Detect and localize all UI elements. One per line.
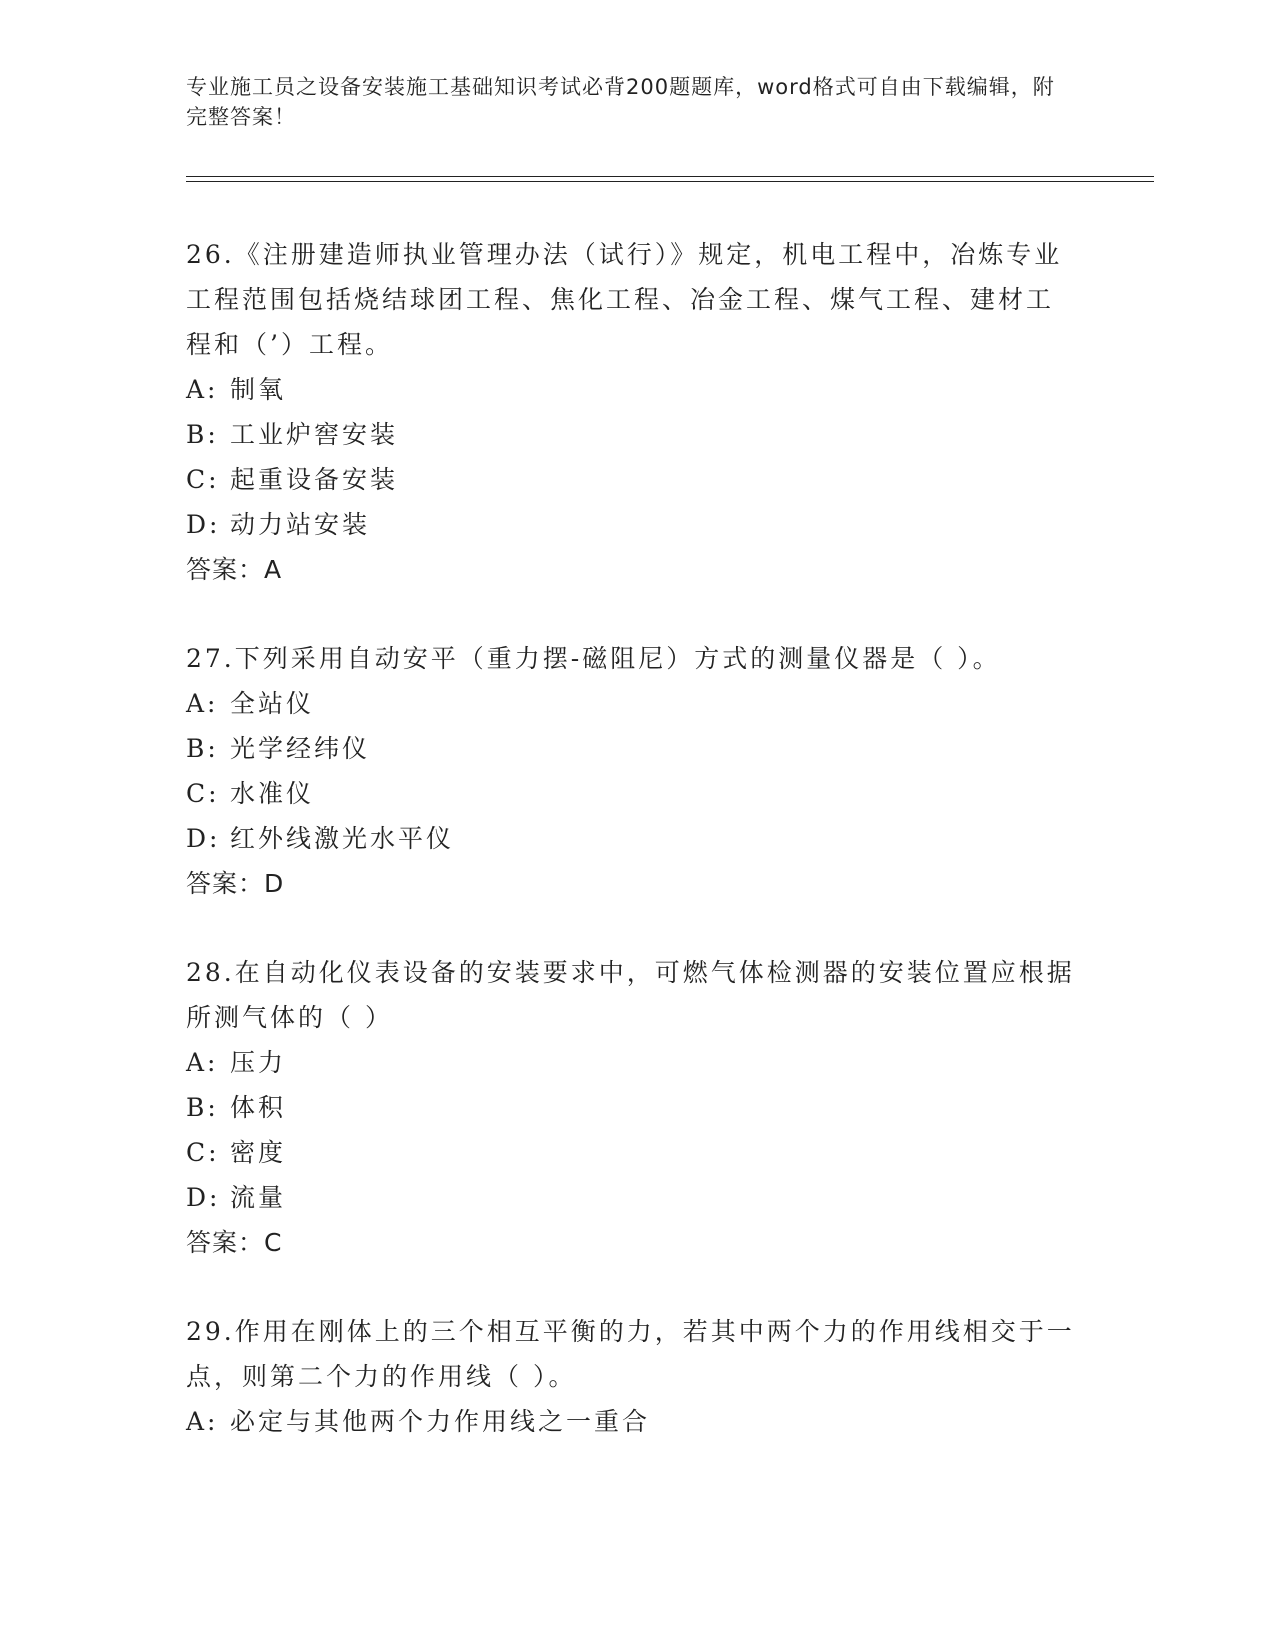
option-a xyxy=(186,1399,1076,1444)
option-text: 体积 xyxy=(230,1093,287,1122)
question-stem: 29.作用在刚体上的三个相互平衡的力，若其中两个力的作用线相交于一点，则第二个力的作用线（ ）。 xyxy=(186,1317,1075,1391)
question-26 xyxy=(186,232,1076,592)
question-stem: 27.下列采用自动安平（重力摆-磁阻尼）方式的测量仪器是（ ）。 xyxy=(186,644,1001,673)
option-key: D: xyxy=(186,510,221,539)
option-text: 红外线激光水平仪 xyxy=(230,824,455,853)
option-c xyxy=(186,771,1076,816)
question-list xyxy=(186,232,1076,1488)
option-key: B: xyxy=(186,1093,219,1122)
option-key: B: xyxy=(186,420,219,449)
option-key: B: xyxy=(186,734,219,763)
option-key: D: xyxy=(186,1183,221,1212)
option-a xyxy=(186,681,1076,726)
option-a xyxy=(186,1040,1076,1085)
answer-line: 答案：D xyxy=(186,869,285,898)
option-key: A: xyxy=(186,689,219,718)
option-text: 光学经纬仪 xyxy=(230,734,371,763)
option-text: 全站仪 xyxy=(230,689,315,718)
option-key: C: xyxy=(186,465,220,494)
question-stem: 26.《注册建造师执业管理办法（试行）》规定，机电工程中，冶炼专业工程范围包括烧结球团工程、焦化工程、冶金工程、煤气工程、建材工程和（’）工程。 xyxy=(186,240,1063,359)
option-text: 压力 xyxy=(230,1048,287,1077)
option-key: C: xyxy=(186,779,220,808)
document-header: 专业施工员之设备安装施工基础知识考试必背200题题库，word格式可自由下载编辑，附完整答案！ xyxy=(186,75,1055,129)
option-d xyxy=(186,502,1076,547)
answer-line: 答案：C xyxy=(186,1228,283,1257)
header-divider-top xyxy=(186,176,1154,177)
answer-line: 答案：A xyxy=(186,555,283,584)
question-29 xyxy=(186,1309,1076,1444)
option-d xyxy=(186,1175,1076,1220)
option-text: 水准仪 xyxy=(230,779,315,808)
option-c xyxy=(186,457,1076,502)
header-divider-bottom xyxy=(186,181,1154,182)
option-b xyxy=(186,1085,1076,1130)
option-text: 制氧 xyxy=(230,375,287,404)
option-a xyxy=(186,367,1076,412)
option-b xyxy=(186,412,1076,457)
option-c xyxy=(186,1130,1076,1175)
question-stem: 28.在自动化仪表设备的安装要求中，可燃气体检测器的安装位置应根据所测气体的（ ） xyxy=(186,958,1075,1032)
option-d xyxy=(186,816,1076,861)
option-key: A: xyxy=(186,1048,219,1077)
option-text: 起重设备安装 xyxy=(230,465,399,494)
option-key: D: xyxy=(186,824,221,853)
option-text: 密度 xyxy=(230,1138,287,1167)
question-27 xyxy=(186,636,1076,906)
option-key: A: xyxy=(186,375,219,404)
option-text: 必定与其他两个力作用线之一重合 xyxy=(230,1407,651,1436)
option-key: C: xyxy=(186,1138,220,1167)
option-text: 动力站安装 xyxy=(230,510,371,539)
question-28 xyxy=(186,950,1076,1265)
option-text: 流量 xyxy=(230,1183,287,1212)
option-b xyxy=(186,726,1076,771)
option-text: 工业炉窖安装 xyxy=(230,420,399,449)
option-key: A: xyxy=(186,1407,219,1436)
